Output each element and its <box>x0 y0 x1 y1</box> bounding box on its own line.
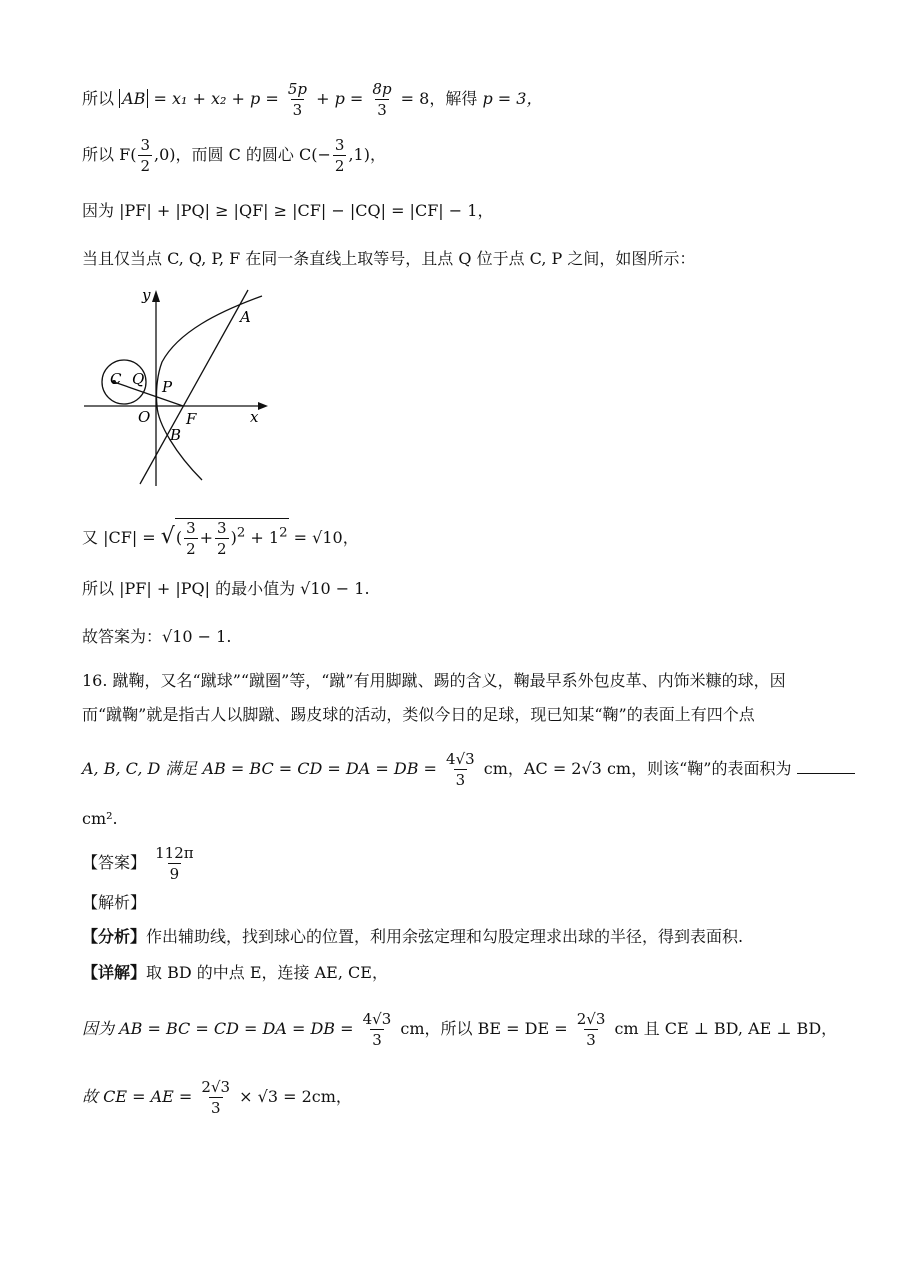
x-axis-arrow <box>258 402 268 410</box>
text: 又 |CF| = <box>82 528 161 547</box>
text: 取 BD 的中点 E，连接 AE, CE， <box>146 963 388 982</box>
answer-line <box>82 844 198 883</box>
label-a: A <box>240 308 251 326</box>
label-f: F <box>186 410 197 428</box>
y-axis-arrow <box>152 290 160 302</box>
segment-cf <box>114 382 183 406</box>
xiangjie-line <box>82 962 388 984</box>
text: + p = <box>316 89 369 108</box>
q16-line4: cm². <box>82 809 118 828</box>
text: cm，所以 BE = DE = <box>400 1019 573 1038</box>
text: 故 CE = AE = <box>82 1087 198 1106</box>
text: √10， <box>312 528 359 547</box>
q16-line2: 而“蹴鞠”就是指古人以脚蹴、踢皮球的活动，类似今日的足球，现已知某“鞠”的表面上有四个点 <box>82 705 755 724</box>
line-answer-15: 故答案为：√10 − 1. <box>82 627 232 646</box>
text: × √3 = 2cm， <box>239 1087 352 1106</box>
sqrt-expression: ( $\frac{3}{2}$ + $\frac{3}{2}$ )$^2 + 1^2$ <box>175 519 288 558</box>
line-ab-length <box>82 80 542 119</box>
parabola-circle-figure <box>78 284 298 494</box>
label-p: P <box>162 378 173 396</box>
fraction: $\frac{3}{2}$ <box>140 136 150 175</box>
fenxi-line <box>82 926 743 948</box>
answer-blank <box>797 757 855 774</box>
fraction: $\frac{5p}{3}$ <box>287 80 308 119</box>
xiangjie-tag: 【详解】 <box>82 963 147 982</box>
q16-line3 <box>82 750 855 789</box>
text: 因为 AB = BC = CD = DA = DB = <box>82 1019 359 1038</box>
detail-line2 <box>82 1078 352 1117</box>
fraction: $\frac{8p}{3}$ <box>372 80 392 119</box>
answer-tag: 【答案】 <box>82 853 147 872</box>
fraction: $\frac{2√3}{3}$ <box>576 1010 606 1049</box>
detail-line1 <box>82 1010 837 1049</box>
line-condition: 当且仅当点 C, Q, P, F 在同一条直线上取等号，且点 Q 位于点 C, P 之间，如图所示： <box>82 249 696 268</box>
line-cf: 又 |CF| = √( $\frac{3}{2}$ + $\frac{3}{2}$ )$^2 + 1^2 = √10$， <box>82 519 359 558</box>
text: 所以 <box>82 89 115 108</box>
label-c: C <box>110 370 122 388</box>
fraction: $\frac{2√3}{3}$ <box>201 1078 231 1117</box>
text: = x₁ + x₂ + p = <box>153 89 284 108</box>
fraction: $\frac{4√3}{3}$ <box>446 750 475 789</box>
text: p = 3， <box>482 89 543 108</box>
label-x: x <box>250 408 259 426</box>
text: A, B, C, D 满足 AB = BC = CD = DA = DB = <box>82 759 443 778</box>
line-minimum: 所以 |PF| + |PQ| 的最小值为 √10 − 1. <box>82 579 370 598</box>
text: ,0)，而圆 C 的圆心 C(− <box>154 145 331 164</box>
text: cm，AC = 2√3 cm，则该“鞠”的表面积为 <box>483 759 792 778</box>
q16-line1: 16. 蹴鞠，又名“蹴球”“蹴圈”等，“蹴”有用脚蹴、踢的含义，鞠最早系外包皮革、内饰米糠的球，因 <box>82 671 786 690</box>
jiexi-line: 【解析】 <box>82 893 147 912</box>
label-q: Q <box>132 370 145 388</box>
text: 作出辅助线，找到球心的位置，利用余弦定理和勾股定理求出球的半径，得到表面积. <box>146 927 744 946</box>
label-b: B <box>170 426 182 444</box>
abs-ab: AB <box>119 89 148 108</box>
text: ,1)， <box>348 145 386 164</box>
line-inequality: 因为 |PF| + |PQ| ≥ |QF| ≥ |CF| − |CQ| = |CF| − 1， <box>82 201 494 220</box>
label-o: O <box>138 408 151 426</box>
text: cm 且 CE ⊥ BD, AE ⊥ BD， <box>614 1019 838 1038</box>
text: = 8，解得 <box>400 89 483 108</box>
fraction: $\frac{4√3}{3}$ <box>362 1010 392 1049</box>
answer-fraction: $\frac{112\pi}{9}$ <box>155 844 194 883</box>
line-f-and-c: 所以 F( $\frac{3}{2}$ ,0)，而圆 C 的圆心 C(− $\frac{3}{2}$ ,1)， <box>82 136 386 175</box>
label-y: y <box>142 286 151 304</box>
text: 所以 F <box>82 145 131 164</box>
fenxi-tag: 【分析】 <box>82 927 147 946</box>
fraction: $\frac{3}{2}$ <box>334 136 345 175</box>
